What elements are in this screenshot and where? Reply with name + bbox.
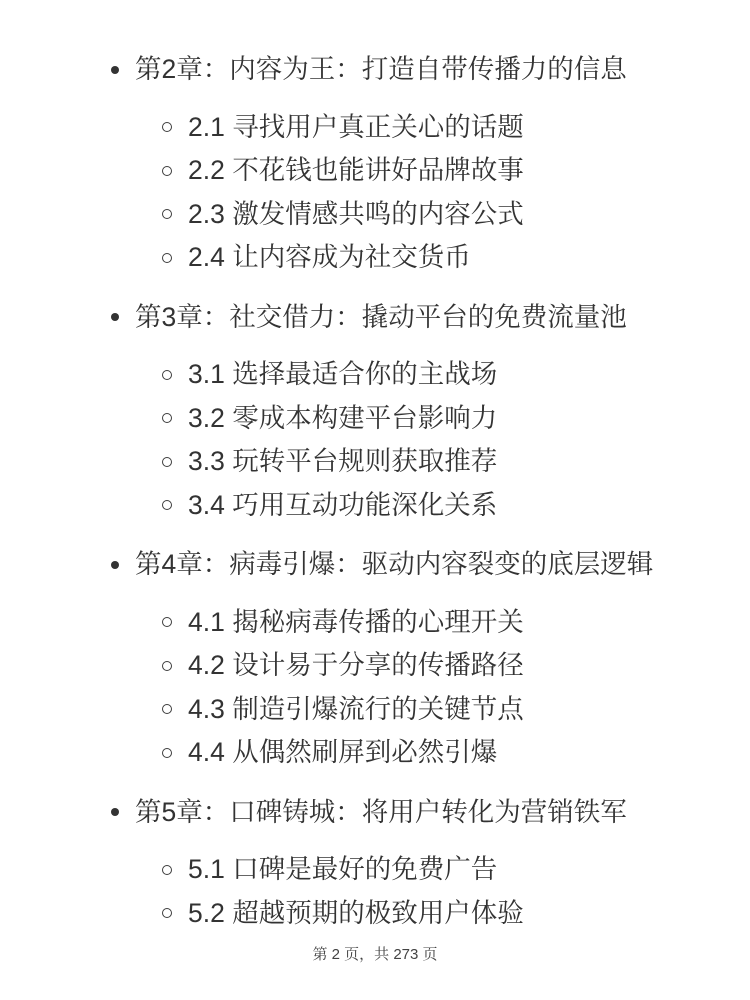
- section-title: 4.4 从偶然刷屏到必然引爆: [188, 737, 498, 767]
- toc-section: [0, 731, 750, 775]
- bullet-circle-icon: [162, 166, 172, 176]
- toc-section: [0, 353, 750, 397]
- section-title: 4.2 设计易于分享的传播路径: [188, 650, 524, 680]
- table-of-contents: [0, 48, 750, 935]
- section-title: 3.3 玩转平台规则获取推荐: [188, 446, 498, 476]
- bullet-circle-icon: [162, 253, 172, 263]
- toc-section: [0, 892, 750, 936]
- chapter-title: 第5章：口碑铸城：将用户转化为营销铁军: [135, 796, 627, 827]
- section-title: 3.4 巧用互动功能深化关系: [188, 489, 498, 520]
- chapter-block: [0, 791, 750, 936]
- section-title: 2.4 让内容成为社交货币: [188, 242, 471, 272]
- toc-section: [0, 601, 750, 645]
- toc-section: [0, 688, 750, 732]
- bullet-disc-icon: [111, 561, 119, 569]
- bullet-circle-icon: [162, 748, 172, 758]
- toc-section: [0, 149, 750, 193]
- toc-section: [0, 644, 750, 688]
- toc-chapter: [0, 543, 750, 587]
- chapter-title: 第2章：内容为王：打造自带传播力的信息: [135, 54, 627, 84]
- toc-chapter: [0, 296, 750, 340]
- bullet-circle-icon: [162, 122, 172, 132]
- bullet-circle-icon: [162, 209, 172, 219]
- section-list: [0, 106, 750, 280]
- bullet-disc-icon: [111, 808, 119, 816]
- toc-section: [0, 193, 750, 237]
- page-footer: [0, 943, 750, 967]
- section-list: [0, 848, 750, 935]
- section-title: 4.1 揭秘病毒传播的心理开关: [188, 606, 524, 637]
- section-title: 4.3 制造引爆流行的关键节点: [188, 693, 524, 724]
- toc-section: [0, 440, 750, 484]
- toc-section: [0, 106, 750, 150]
- bullet-disc-icon: [111, 313, 119, 321]
- section-title: 3.2 零成本构建平台影响力: [188, 402, 498, 433]
- bullet-circle-icon: [162, 661, 172, 671]
- toc-chapter: [0, 48, 750, 92]
- toc-section: [0, 397, 750, 441]
- section-title: 3.1 选择最适合你的主战场: [188, 359, 498, 389]
- toc-section: [0, 236, 750, 280]
- chapter-block: [0, 543, 750, 775]
- section-list: [0, 601, 750, 775]
- toc-section: [0, 848, 750, 892]
- page-number-indicator: 第 2 页，共 273 页: [312, 946, 438, 963]
- section-title: 2.1 寻找用户真正关心的话题: [188, 111, 524, 142]
- chapter-title: 第3章：社交借力：撬动平台的免费流量池: [135, 301, 627, 332]
- chapter-list: [0, 48, 750, 935]
- section-title: 5.1 口碑是最好的免费广告: [188, 854, 498, 884]
- section-title: 5.2 超越预期的极致用户体验: [188, 897, 524, 928]
- bullet-disc-icon: [111, 66, 119, 74]
- bullet-circle-icon: [162, 457, 172, 467]
- section-title: 2.2 不花钱也能讲好品牌故事: [188, 155, 524, 185]
- bullet-circle-icon: [162, 500, 172, 510]
- section-list: [0, 353, 750, 527]
- section-title: 2.3 激发情感共鸣的内容公式: [188, 198, 524, 229]
- bullet-circle-icon: [162, 370, 172, 380]
- bullet-circle-icon: [162, 865, 172, 875]
- bullet-circle-icon: [162, 704, 172, 714]
- bullet-circle-icon: [162, 413, 172, 423]
- bullet-circle-icon: [162, 617, 172, 627]
- chapter-block: [0, 48, 750, 280]
- chapter-block: [0, 296, 750, 528]
- toc-section: [0, 484, 750, 528]
- toc-chapter: [0, 791, 750, 835]
- bullet-circle-icon: [162, 908, 172, 918]
- chapter-title: 第4章：病毒引爆：驱动内容裂变的底层逻辑: [135, 549, 654, 579]
